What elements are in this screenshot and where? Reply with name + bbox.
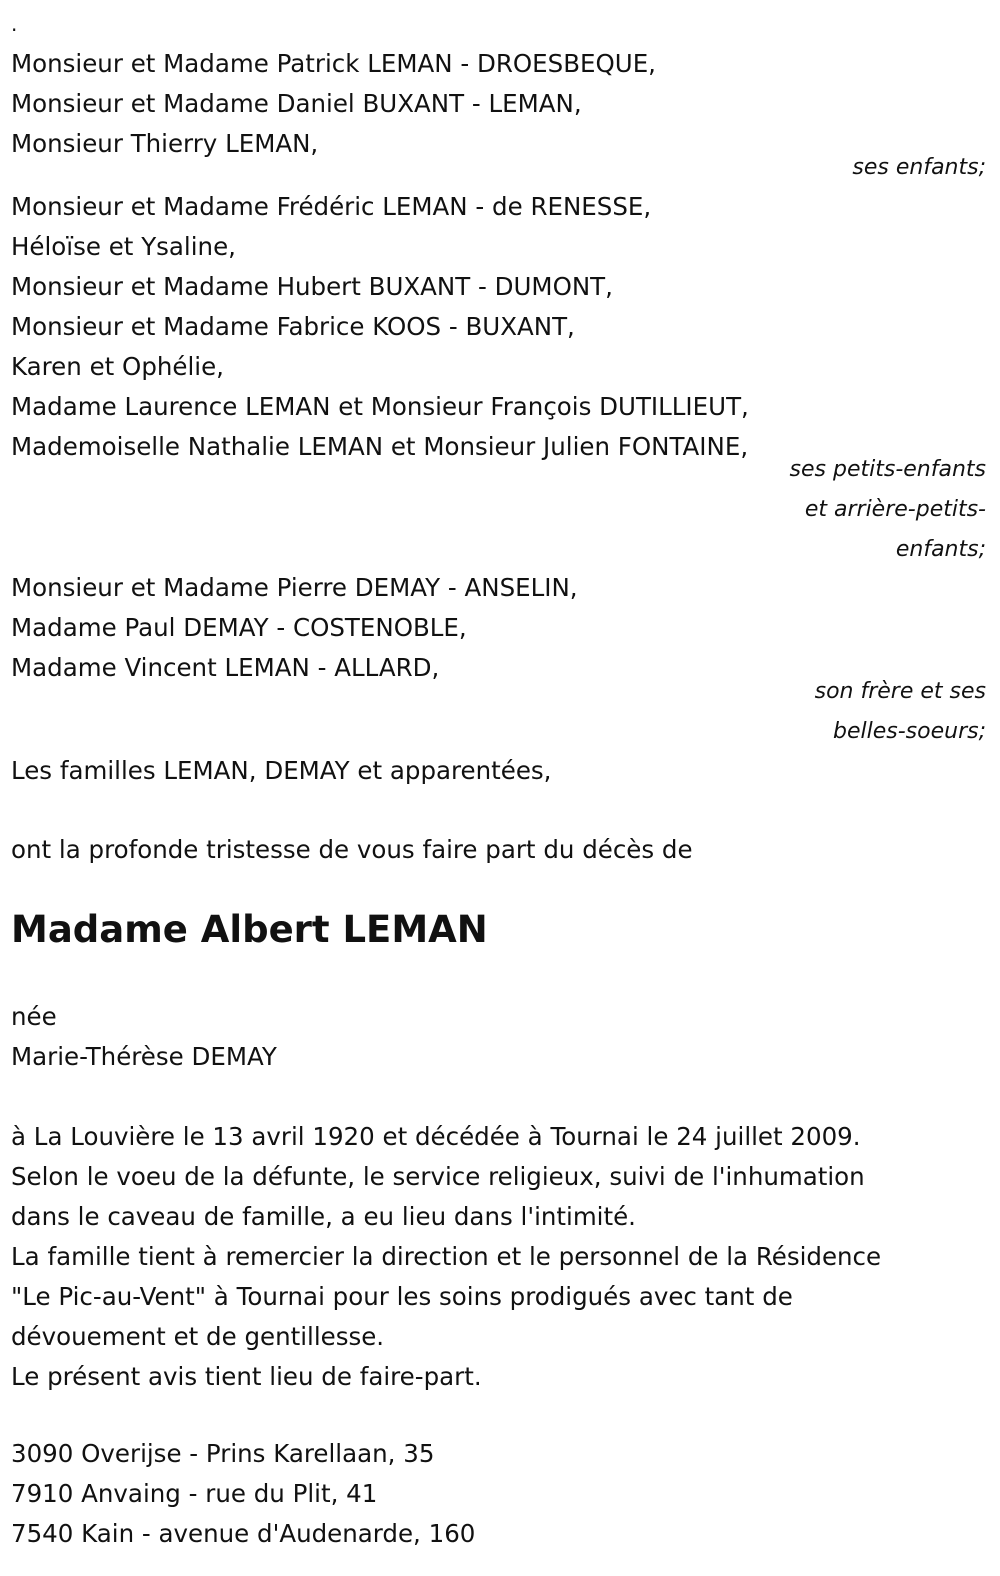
- address-line: 3090 Overijse - Prins Karellaan, 35: [11, 1439, 435, 1468]
- address-line: 7910 Anvaing - rue du Plit, 41: [11, 1479, 378, 1508]
- body-text: [11, 1117, 991, 1397]
- children-line: Monsieur Thierry LEMAN,: [11, 129, 319, 158]
- birth-name-section: [11, 997, 991, 1077]
- siblings-line: Monsieur et Madame Pierre DEMAY - ANSELIN,: [11, 573, 578, 602]
- grandchildren-role-line: ses petits-enfants: [789, 457, 986, 482]
- announcement-line: ont la profonde tristesse de vous faire part du décès de: [11, 835, 693, 864]
- grandchildren-line: Héloïse et Ysaline,: [11, 232, 236, 261]
- grandchildren-line: Madame Laurence LEMAN et Monsieur François DUTILLIEUT,: [11, 392, 749, 421]
- families-line: Les familles LEMAN, DEMAY et apparentées,: [11, 756, 552, 785]
- children-role: [852, 148, 986, 188]
- grandchildren-line: Karen et Ophélie,: [11, 352, 224, 381]
- siblings-role: [815, 672, 986, 752]
- families-section: [11, 751, 991, 791]
- grandchildren-role-line: et arrière-petits-: [804, 497, 986, 522]
- siblings-list: [11, 568, 991, 688]
- addresses: [11, 1434, 991, 1554]
- grandchildren-role: [790, 450, 986, 570]
- children-line: Monsieur et Madame Patrick LEMAN - DROESBEQUE,: [11, 49, 656, 78]
- body-line: à La Louvière le 13 avril 1920 et décédée à Tournai le 24 juillet 2009.: [11, 1122, 861, 1151]
- announcement-section: [11, 830, 991, 870]
- siblings-line: Madame Vincent LEMAN - ALLARD,: [11, 653, 440, 682]
- grandchildren-role-line: enfants;: [895, 537, 986, 562]
- siblings-role-line: belles-soeurs;: [833, 719, 986, 744]
- children-role-line: ses enfants;: [852, 155, 986, 180]
- header-mark: .: [11, 12, 18, 36]
- grandchildren-line: Monsieur et Madame Fabrice KOOS - BUXANT,: [11, 312, 575, 341]
- body-line: dans le caveau de famille, a eu lieu dans l'intimité.: [11, 1202, 636, 1231]
- children-list: [11, 44, 991, 164]
- body-line: Le présent avis tient lieu de faire-part.: [11, 1362, 482, 1391]
- body-line: "Le Pic-au-Vent" à Tournai pour les soins prodigués avec tant de: [11, 1282, 793, 1311]
- grandchildren-line: Monsieur et Madame Hubert BUXANT - DUMONT,: [11, 272, 613, 301]
- address-line: 7540 Kain - avenue d'Audenarde, 160: [11, 1519, 476, 1548]
- siblings-role-line: son frère et ses: [814, 679, 986, 704]
- children-line: Monsieur et Madame Daniel BUXANT - LEMAN,: [11, 89, 582, 118]
- maiden-name: Marie-Thérèse DEMAY: [11, 1042, 277, 1071]
- body-line: Selon le voeu de la défunte, le service religieux, suivi de l'inhumation: [11, 1162, 865, 1191]
- grandchildren-line: Monsieur et Madame Frédéric LEMAN - de RENESSE,: [11, 192, 652, 221]
- grandchildren-list: [11, 187, 991, 467]
- grandchildren-line: Mademoiselle Nathalie LEMAN et Monsieur Julien FONTAINE,: [11, 432, 749, 461]
- born-label: née: [11, 1002, 57, 1031]
- deceased-name: Madame Albert LEMAN: [11, 908, 488, 951]
- siblings-line: Madame Paul DEMAY - COSTENOBLE,: [11, 613, 467, 642]
- body-line: dévouement et de gentillesse.: [11, 1322, 385, 1351]
- body-line: La famille tient à remercier la direction et le personnel de la Résidence: [11, 1242, 882, 1271]
